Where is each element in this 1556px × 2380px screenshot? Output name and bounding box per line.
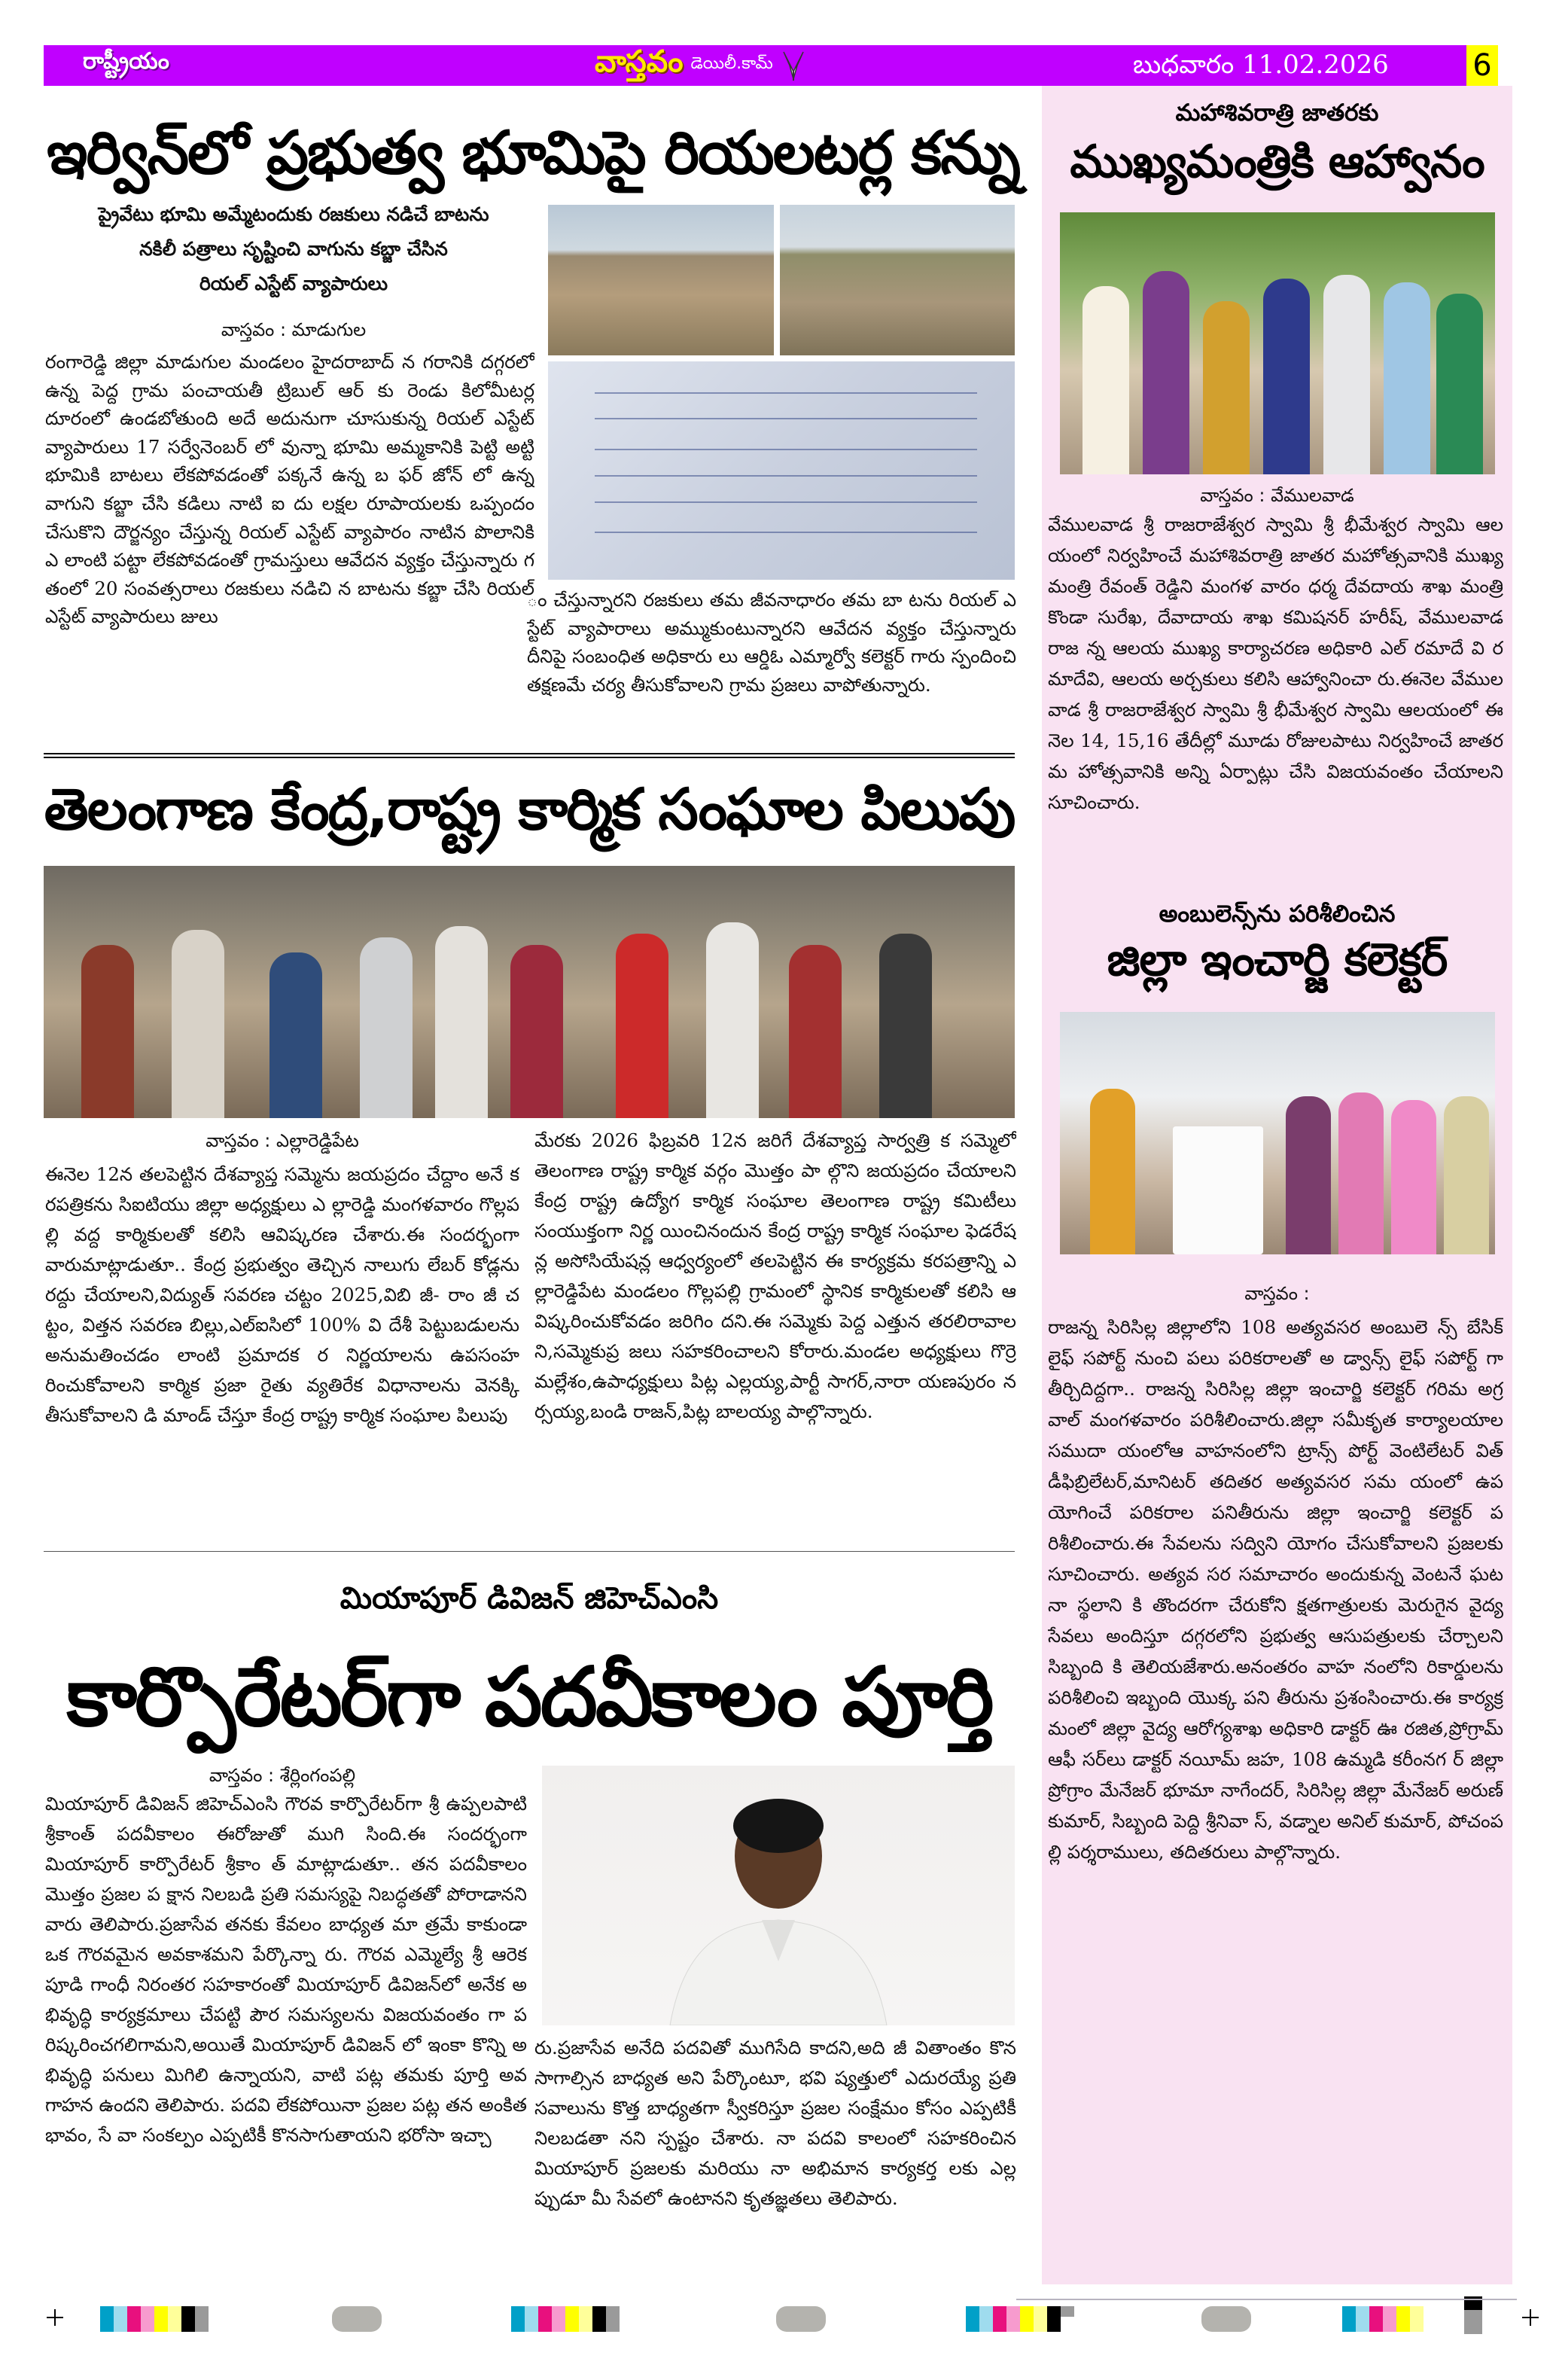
- color-swatch: [1061, 2306, 1074, 2317]
- color-swatch: [1383, 2306, 1396, 2332]
- section-divider: [44, 753, 1015, 758]
- color-swatch: [1342, 2306, 1356, 2332]
- color-swatch: [525, 2306, 538, 2332]
- sidebar1-headline: ముఖ్యమంత్రికి ఆహ్వానం: [1070, 136, 1484, 188]
- article3-text: రు.ప్రజాసేవ అనేది పదవితో ముగిసేది కాదని,అది జీ వితాంతం కొనసాగాల్సిన బాధ్యత అని పేర్కొంటూ, భవి ష్యత్తులో ఎదురయ్యే ప్రతి సవాలును కొత్త బాధ్యతగా స్వీకరిస్తూ ప్రజల సంక్షేమం కోసం ఎప్పటికీ నిలబడతా నని స్పష్టం చేశారు. నా పదవి కాలంలో సహకరించిన మియాపూర్ ప్రజలకు మరియు నా అభిమాన కార్యకర్త లకు ఎల్లప్పుడూ మీ సేవలో ఉంటానని కృతజ్ఞతలు తెలిపారు.: [534, 2037, 1016, 2209]
- color-swatch: [552, 2306, 565, 2332]
- article1-subhead: రియల్ ఎస్టేట్ వ్యాపారులు: [199, 273, 388, 294]
- ambulance-inspection-photo: [1060, 1012, 1495, 1254]
- registration-pill: [332, 2306, 382, 2332]
- cm-invitation-photo: [1060, 212, 1495, 474]
- sidebar2-kicker: అంబులెన్స్‌ను పరిశీలించిన: [1159, 900, 1396, 928]
- color-swatch: [168, 2306, 181, 2332]
- color-swatch: [565, 2306, 579, 2332]
- color-swatch: [141, 2306, 154, 2332]
- color-swatch: [1396, 2306, 1410, 2332]
- color-swatch: [114, 2306, 127, 2332]
- color-swatch: [1356, 2306, 1369, 2332]
- color-swatch-strip: [100, 2306, 209, 2332]
- color-swatch: [1369, 2306, 1383, 2332]
- registration-pill: [1201, 2306, 1251, 2332]
- article1-body-col2: [527, 586, 1016, 736]
- color-swatch: [511, 2306, 525, 2332]
- article1-dateline: వాస్తవం : మాడుగుల: [221, 319, 367, 340]
- color-swatch: [1034, 2306, 1047, 2332]
- sidebar2-headline: జిల్లా ఇంచార్జి కలెక్టర్: [1107, 934, 1448, 986]
- sidebar1-kicker: మహాశివరాత్రి జాతరకు: [1175, 99, 1379, 126]
- field-photo-1: [548, 205, 774, 355]
- color-swatch: [181, 2306, 195, 2332]
- color-swatch: [1006, 2306, 1020, 2332]
- color-swatch: [127, 2306, 141, 2332]
- sidebar2-text: రాజన్న సిరిసిల్ల జిల్లాలోని 108 అత్యవసర అంబులె న్స్ బేసిక్ లైఫ్ సపోర్ట్ నుంచి పలు పరికరాలతో అ డ్వాన్స్ లైఫ్ సపోర్ట్ గా తీర్చిదిద్దగా.. రాజన్న సిరిసిల్ల జిల్లా ఇంచార్జి కలెక్టర్ గరిమ అగ్రవాల్ మంగళవారం పరిశీలించారు.జిల్లా సమీకృత కార్యాలయాల సముదా యంలోఆ వాహనంలోని ట్రాన్స్ పోర్ట్ వెంటిలేటర్ విత్ డీఫిబ్రిలేటర్,మానిటర్ తదితర అత్యవసర సమ యంలో ఉపయోగించే పరికరాల పనితీరును జిల్లా ఇంచార్జి కలెక్టర్ పరిశీలించారు.ఈ సేవలను సద్విని యోగం చేసుకోవాలని ప్రజలకు సూచించారు. అత్యవ సర సమాచారం అందుకున్న వెంటనే ఘటనా స్థలాని కి తొందరగా చేరుకోని క్షతగాత్రులకు మెరుగైన వైద్య సేవలు అందిస్తూ దగ్గరలోని ప్రభుత్వ ఆసుపత్రులకు చేర్చాలని సిబ్బంది కి తెలియజేశారు.అనంతరం వాహ నంలోని రికార్డులను పరిశీలించి ఇబ్బంది యొక్క పని తీరును ప్రశంసించారు.ఈ కార్యక్రమంలో జిల్లా వైద్య ఆరోగ్యశాఖ అధికారి డాక్టర్ ఊ రజిత,ప్రోగ్రామ్ ఆఫీ సర్‌లు డాక్టర్ నయీమ్ జహ, 108 ఉమ్మడి కరీంనగ ర్ జిల్లా ప్రోగ్రాం మేనేజర్ భూమా నాగేందర్, సిరిసిల్ల జిల్లా మేనేజర్ అరుణ్ కుమార్, సిబ్బంది పెద్ది శ్రీనివా స్, వడ్నాల అనిల్ కుమార్, పోచంపల్లి పర్శరాములు, తదితరులు పాల్గొన్నారు.: [1048, 1316, 1503, 1863]
- article2-text: ఈనెల 12న తలపెట్టిన దేశవ్యాప్త సమ్మెను జయప్రదం చేద్దాం అనే కరపత్రికను సిఐటియు జిల్లా అధ్యక్షులు ఎ ల్లారెడ్డి మంగళవారం గొల్లపల్లి వద్ద కార్మికులతో కలిసి ఆవిష్కరణ చేశారు.ఈ సందర్భంగా వారుమాట్లాడుతూ.. కేంద్ర ప్రభుత్వం తెచ్చిన నాలుగు లేబర్ కోడ్లను రద్దు చేయాలని,విద్యుత్ సవరణ చట్టం 2025,విబి జీ- రాం జీ చట్టం, విత్తన సవరణ బిల్లు,ఎల్ఐసిలో 100% వి దేశీ పెట్టుబడులను అనుమతించడం లాంటి ప్రమాదక ర నిర్ణయాలను ఉపసంహరించుకోవాలని కార్మిక ప్రజా రైతు వ్యతిరేక విధానాలను వెనక్కి తీసుకోవాలని డి మాండ్ చేస్తూ కేంద్ర రాష్ట్ర కార్మిక సంఘాల పిలుపు: [45, 1163, 519, 1426]
- article3-headline: కార్పొరేటర్‌గా పదవీకాలం పూర్తి: [66, 1650, 992, 1745]
- paper-website: డెయిలీ.కామ్: [690, 54, 773, 73]
- color-swatch: [993, 2306, 1006, 2332]
- article2-body-col1: [45, 1160, 519, 1536]
- article3-kicker: మియాపూర్ డివిజన్ జిహెచ్ఎంసి: [340, 1581, 719, 1616]
- color-swatch: [606, 2306, 620, 2332]
- color-swatch: [1020, 2306, 1034, 2332]
- article3-dateline: వాస్తవం : శేర్లింగంపల్లి: [209, 1765, 356, 1786]
- sidebar1-body: [1048, 509, 1503, 889]
- color-swatch: [592, 2306, 606, 2332]
- color-swatch: [195, 2306, 209, 2332]
- trim-line: [1016, 2299, 1517, 2300]
- person-portrait-icon: [542, 1766, 1015, 2025]
- article1-subhead: నకిలీ పత్రాలు సృష్టించి వాగును కబ్జా చేసిన: [139, 238, 448, 260]
- land-document-photo: [548, 361, 1015, 580]
- registration-pill: [776, 2306, 826, 2332]
- article3-text: మియాపూర్ డివిజన్ జిహెచ్ఎంసి గౌరవ కార్పొరేటర్‌గా శ్రీ ఉప్పలపాటి శ్రీకాంత్ పదవీకాలం ఈరోజుతో ముగి సింది.ఈ సందర్భంగా మియాపూర్ కార్పొరేటర్ శ్రీకాం త్ మాట్లాడుతూ.. తన పదవీకాలం మొత్తం ప్రజల ప క్షాన నిలబడి ప్రతి సమస్యపై నిబద్ధతతో పోరాడానని వారు తెలిపారు.ప్రజాసేవ తనకు కేవలం బాధ్యత మా త్రమే కాకుండా ఒక గౌరవమైన అవకాశమని పేర్కొన్నా రు. గౌరవ ఎమ్మెల్యే శ్రీ ఆరెకపూడి గాంధీ నిరంతర సహకారంతో మియాపూర్ డివిజన్‌లో అనేక అభివృద్ధి కార్యక్రమాలు చేపట్టి పౌర సమస్యలను విజయవంతం గా పరిష్కరించగలిగామని,అయితే మియాపూర్ డివిజన్ లో ఇంకా కొన్ని అభివృద్ధి పనులు మిగిలి ఉన్నాయని, వాటి పట్ల తమకు పూర్తి అవగాహన ఉందని తెలిపారు. పదవి లేకపోయినా ప్రజల పట్ల తన అంకితభావం, సే వా సంకల్పం ఎప్పటికీ కొనసాగుతాయని భరోసా ఇచ్చా: [45, 1793, 527, 2146]
- color-swatch-strip: [966, 2306, 1074, 2332]
- registration-bar: [1464, 2296, 1482, 2334]
- paper-name: వాస్తవం: [595, 44, 684, 79]
- color-swatch: [966, 2306, 979, 2332]
- sidebar1-dateline: వాస్తవం : వేములవాడ: [1200, 485, 1354, 506]
- page-number-badge: 6: [1466, 45, 1498, 86]
- sidebar2-dateline: వాస్తవం :: [1244, 1283, 1310, 1304]
- color-swatch: [100, 2306, 114, 2332]
- article1-headline: ఇర్విన్‌లో ప్రభుత్వ భూమిపై రియలటర్ల కన్ను: [47, 118, 1019, 187]
- color-swatch: [1047, 2306, 1061, 2332]
- sidebar1-text: వేములవాడ శ్రీ రాజరాజేశ్వర స్వామి శ్రీ భీమేశ్వర స్వామి ఆలయంలో నిర్వహించే మహాశివరాత్రి జాతర మహోత్సవానికి ముఖ్యమంత్రి రేవంత్ రెడ్డిని మంగళ వారం ధర్మ దేవదాయ శాఖ మంత్రి కొండా సురేఖ, దేవాదాయ శాఖ కమిషనర్ హరీష్, వేములవాడ రాజ న్న ఆలయ ముఖ్య కార్యాచరణ అధికారి ఎల్ రమాదే వి రమాదేవి, ఆలయ అర్చకులు కలిసి ఆహ్వానించా రు.ఈనెల వేములవాడ శ్రీ రాజరాజేశ్వర స్వామి శ్రీ భీమేశ్వర స్వామి ఆలయంలో ఈనెల 14, 15,16 తేదీల్లో మూడు రోజులపాటు నిర్వహించే జాతర మ హోత్సవానికి అన్ని ఏర్పాట్లు చేసి విజయవంతం చేయాలని సూచించారు.: [1048, 513, 1503, 813]
- color-swatch: [154, 2306, 168, 2332]
- article3-body-col2: [534, 2033, 1016, 2289]
- article1-text: రంగారెడ్డి జిల్లా మాడుగుల మండలం హైదరాబాద్ న గరానికి దగ్గరలో ఉన్న పెద్ద గ్రామ పంచాయతీ ట్రిబుల్ ఆర్ కు రెండు కిలోమీటర్ల దూరంలో ఉండబోతుంది అదే అదునుగా చూసుకున్న రియల్ ఎస్టేట్ వ్యాపారులు 17 సర్వేనెంబర్ లో వున్నా భూమి అమ్మకానికి పెట్టి అట్టి భూమికి బాటలు లేకపోవడంతో పక్కనే ఉన్న బ ఫర్ జోన్ లో ఉన్న వాగుని కబ్జా చేసి కడిలు నాటి ఐ దు లక్షల రూపాయలకు ఒప్పందం చేసుకొని దౌర్జన్యం చేస్తున్న రియల్ ఎస్టేట్ వ్యాపారం నాటిన పొలానికి ఎ లాంటి పట్టా లేకపోవడంతో గ్రామస్తులు ఆవేదన వ్యక్తం చేస్తున్నారు గతంలో 20 సంవత్సరాలు రజకులు నడిచి న బాటను కబ్జా చేసి రియల్ ఎస్టేట్ వ్యాపారులు జులు: [45, 351, 534, 628]
- field-photo-2: [780, 205, 1015, 355]
- article1-subheads: [45, 197, 542, 301]
- color-swatch-strip: [1342, 2306, 1424, 2332]
- article1-body-col1: [45, 348, 534, 739]
- article2-dateline: వాస్తవం : ఎల్లారెడ్డిపేట: [206, 1130, 359, 1151]
- color-swatch: [538, 2306, 552, 2332]
- issue-date: బుధవారం 11.02.2026: [1133, 50, 1389, 80]
- registration-crosshair-icon: [1522, 2309, 1539, 2326]
- article1-subhead: ప్రైవేటు భూమి అమ్మేటందుకు రజకులు నడిచే బాటను: [98, 203, 489, 225]
- color-swatch: [1410, 2306, 1424, 2332]
- article2-body-col2: [534, 1126, 1016, 1536]
- section-label: రాష్ట్రీయం: [83, 48, 169, 75]
- article3-body-col1: [45, 1789, 527, 2286]
- union-rally-photo: [44, 866, 1015, 1118]
- bird-icon: [781, 49, 806, 82]
- article1-text: ం చేస్తున్నారని రజకులు తమ జీవనాధారం తమ బా టను రియల్ ఎస్టేట్ వ్యాపారాలు అమ్ముకుంటున్నారని ఆవేదన వ్యక్తం చేస్తున్నారు దీనిపై సంబంధిత అధికారు లు ఆర్డిఓ ఎమ్మార్వో కలెక్టర్ గారు స్పందించి తక్షణమే చర్య తీసుకోవాలని గ్రామ ప్రజలు వాపోతున్నారు.: [527, 589, 1016, 696]
- registration-crosshair-icon: [47, 2309, 63, 2326]
- paper-logo: [595, 45, 806, 86]
- section-divider: [44, 1551, 1015, 1552]
- sidebar2-body: [1048, 1312, 1503, 2065]
- color-swatch: [579, 2306, 592, 2332]
- corporator-portrait: [542, 1766, 1015, 2025]
- color-swatch: [979, 2306, 993, 2332]
- article2-text: మేరకు 2026 ఫిబ్రవరి 12న జరిగే దేశవ్యాప్త సార్వత్రి క సమ్మెలో తెలంగాణ రాష్ట్ర కార్మిక వర్గం మొత్తం పా ల్గొని జయప్రదం చేయాలని కేంద్ర రాష్ట్ర ఉద్యోగ కార్మిక సంఘాల తెలంగాణ రాష్ట్ర కమిటీలు సంయుక్తంగా నిర్ణ యించినందున కేంద్ర రాష్ట్ర కార్మిక సంఘాల ఫెడరేష న్ల అసోసియేషన్ల ఆధ్వర్యంలో తలపెట్టిన ఈ కార్యక్రమ కరపత్రాన్ని ఎల్లారెడ్డిపేట మండలం గొల్లపల్లి గ్రామంలో స్థానిక కార్మికులతో కలిసి ఆవిష్కరించుకోవడం జరిగిం దని.ఈ సమ్మెకు పెద్ద ఎత్తున తరలిరావాలని,సమ్మెకుప్ర జలు సహకరించాలని కోరారు.మండల అధ్యక్షులు గొర్రె మల్లేశం,ఉపాధ్యక్షులు పిట్ల ఎల్లయ్య,పార్టీ సాగర్,నారా యణపురం నర్సయ్య,బండి రాజన్,పిట్ల బాలయ్య పాల్గొన్నారు.: [534, 1129, 1016, 1422]
- article2-headline: తెలంగాణ కేంద్ర,రాష్ట్ర కార్మిక సంఘాల పిలుపు: [44, 776, 1015, 843]
- color-swatch-strip: [511, 2306, 620, 2332]
